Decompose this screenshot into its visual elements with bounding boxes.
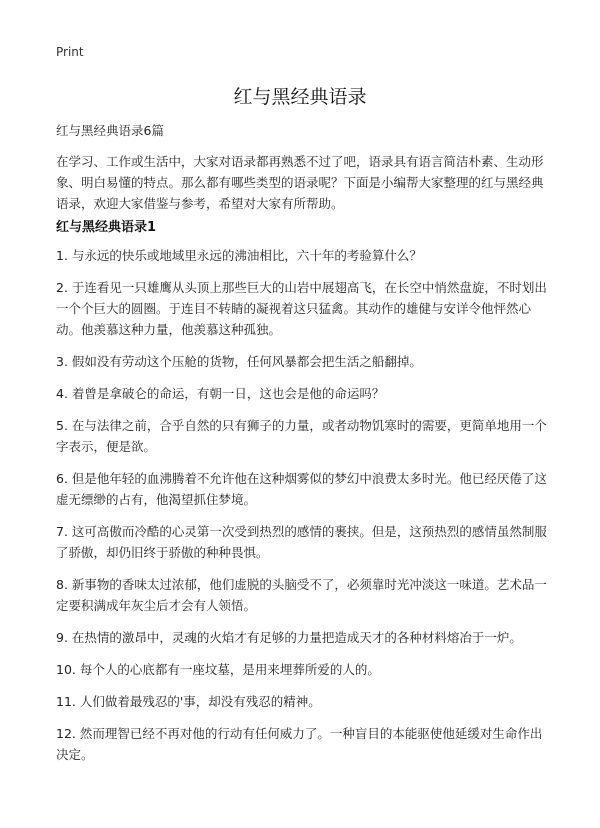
section-heading: 红与黑经典语录1 — [56, 220, 157, 235]
quote-item: 4. 着曾是拿破仑的命运，有朝一日，这也会是他的命运吗？ — [56, 386, 385, 401]
quote-item: 6. 但是他年轻的血沸腾着不允许他在这种烟雾似的梦幻中浪费太多时光。他已经厌倦了这虚无缥缈的占有，他渴望抓住梦境。 — [56, 471, 547, 507]
print-link[interactable]: Print — [56, 45, 84, 59]
quote-item: 2. 于连看见一只雄鹰从头顶上那些巨大的山岩中展翅高飞，在长空中悄然盘旋，不时划出一个个巨大的圆圈。于连目不转睛的凝视着这只猛禽。其动作的雄健与安详令他怦然心动。他羡慕这种力量，他羡慕这种孤独。 — [56, 280, 547, 337]
quote-item: 3. 假如没有劳动这个压舱的货物，任何风暴都会把生活之船翻掉。 — [56, 354, 422, 369]
quote-item: 1. 与永远的快乐或地域里永远的沸油相比，六十年的考验算什么？ — [56, 248, 422, 263]
page-title: 红与黑经典语录 — [233, 86, 367, 108]
quote-item: 12. 然而理智已经不再对他的行动有任何威力了。一种盲目的本能驱使他延缓对生命作出决定。 — [56, 726, 543, 762]
intro-paragraph: 在学习、工作或生活中，大家对语录都再熟悉不过了吧，语录具有语言简洁朴素、生动形象、明白易懂的特点。那么都有哪些类型的语录呢？下面是小编帮大家整理的红与黑经典语录，欢迎大家借鉴与参考，希望对大家有所帮助。 — [56, 154, 544, 211]
quote-item: 10. 每个人的心底都有一座坟墓，是用来埋葬所爱的人的。 — [56, 662, 380, 677]
quote-item: 9. 在热情的激昂中，灵魂的火焰才有足够的力量把造成天才的各种材料熔冶于一炉。 — [56, 630, 522, 645]
quote-item: 8. 新事物的香味太过浓郁，他们虚脱的头脑受不了，必须靠时光冲淡这一味道。艺术品一定要积满成年灰尘后才会有人领悟。 — [56, 577, 547, 613]
quote-item: 5. 在与法律之前，合乎自然的只有狮子的力量，或者动物饥寒时的需要，更简单地用一个字表示，便是欲。 — [56, 418, 547, 454]
quote-item: 7. 这可高傲而冷酷的心灵第一次受到热烈的感情的裹挟。但是，这预热烈的感情虽然制服了骄傲，却仍旧终于骄傲的种种畏惧。 — [56, 524, 547, 560]
document-subtitle: 红与黑经典语录6篇 — [56, 123, 164, 138]
quote-list — [56, 245, 552, 776]
quote-item: 11. 人们做着最残忍的'事，却没有残忍的精神。 — [56, 694, 321, 709]
